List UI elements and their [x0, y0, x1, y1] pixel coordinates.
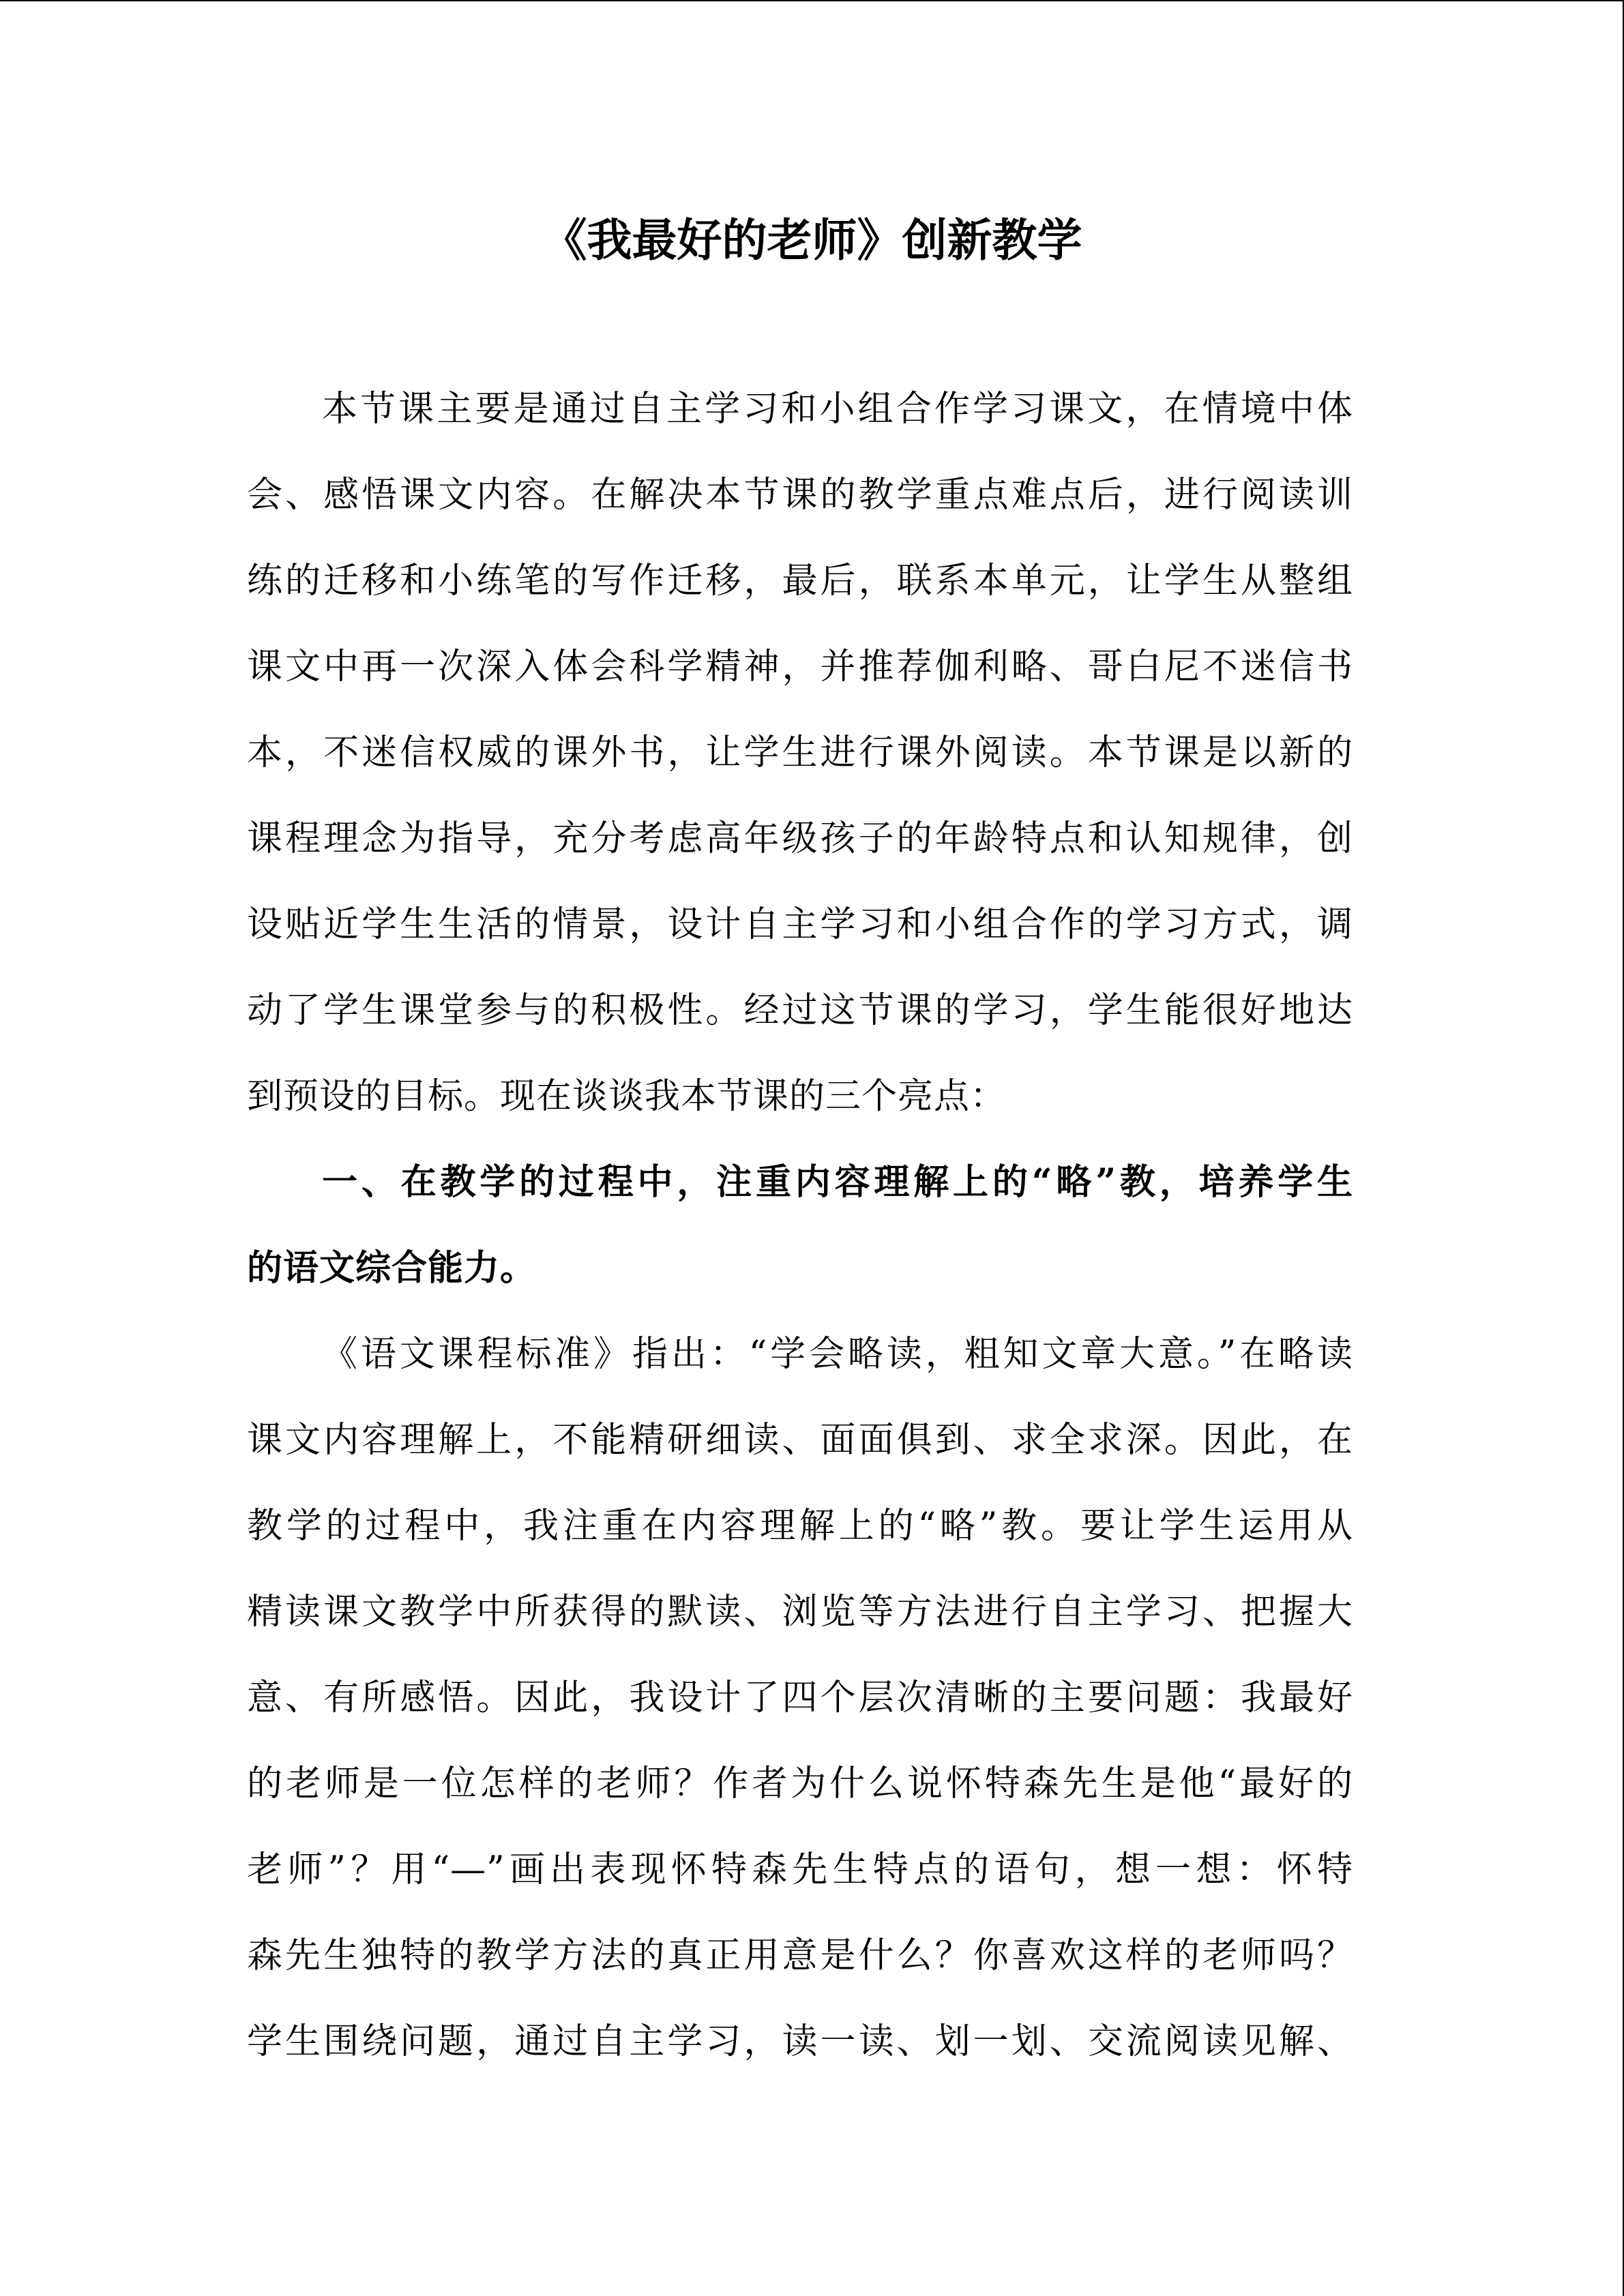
- paragraph-line: 老师”？用“—”画出表现怀特森先生特点的语句，想一想：怀特: [247, 1849, 1353, 1890]
- paragraph-line: 动了学生课堂参与的积极性。经过这节课的学习，学生能很好地达: [247, 990, 1353, 1031]
- paragraph-line: 练的迁移和小练笔的写作迁移，最后，联系本单元，让学生从整组: [247, 561, 1353, 601]
- paragraph-line: 课程理念为指导，充分考虑高年级孩子的年龄特点和认知规律，创: [247, 818, 1353, 859]
- document-title: 《我最好的老师》创新教学: [542, 213, 1082, 267]
- paragraph-line: 本节课主要是通过自主学习和小组合作学习课文，在情境中体: [322, 389, 1353, 430]
- paragraph-line: 的老师是一位怎样的老师？作者为什么说怀特森先生是他“最好的: [247, 1763, 1353, 1804]
- paragraph-line: 学生围绕问题，通过自主学习，读一读、划一划、交流阅读见解、: [247, 2021, 1353, 2062]
- paragraph-line: 《语文课程标准》指出：“学会略读，粗知文章大意。”在略读: [322, 1334, 1353, 1375]
- paragraph-line: 到预设的目标。现在谈谈我本节课的三个亮点：: [247, 1076, 1007, 1117]
- section-heading-line: 的语文综合能力。: [247, 1247, 537, 1289]
- document-body: [247, 366, 1353, 2085]
- paragraph-line: 课文中再一次深入体会科学精神，并推荐伽利略、哥白尼不迷信书: [247, 646, 1353, 687]
- paragraph-line: 森先生独特的教学方法的真正用意是什么？你喜欢这样的老师吗？: [247, 1935, 1353, 1976]
- section-heading-line: 一、在教学的过程中，注重内容理解上的“略”教，培养学生: [322, 1161, 1353, 1203]
- paragraph-line: 会、感悟课文内容。在解决本节课的教学重点难点后，进行阅读训: [247, 475, 1353, 516]
- paragraph-line: 课文内容理解上，不能精研细读、面面俱到、求全求深。因此，在: [247, 1420, 1353, 1461]
- paragraph-line: 本，不迷信权威的课外书，让学生进行课外阅读。本节课是以新的: [247, 732, 1353, 773]
- paragraph-line: 教学的过程中，我注重在内容理解上的“略”教。要让学生运用从: [247, 1506, 1353, 1547]
- paragraph-line: 意、有所感悟。因此，我设计了四个层次清晰的主要问题：我最好: [247, 1678, 1353, 1718]
- paragraph-line: 设贴近学生生活的情景，设计自主学习和小组合作的学习方式，调: [247, 904, 1353, 945]
- paragraph-line: 精读课文教学中所获得的默读、浏览等方法进行自主学习、把握大: [247, 1592, 1353, 1632]
